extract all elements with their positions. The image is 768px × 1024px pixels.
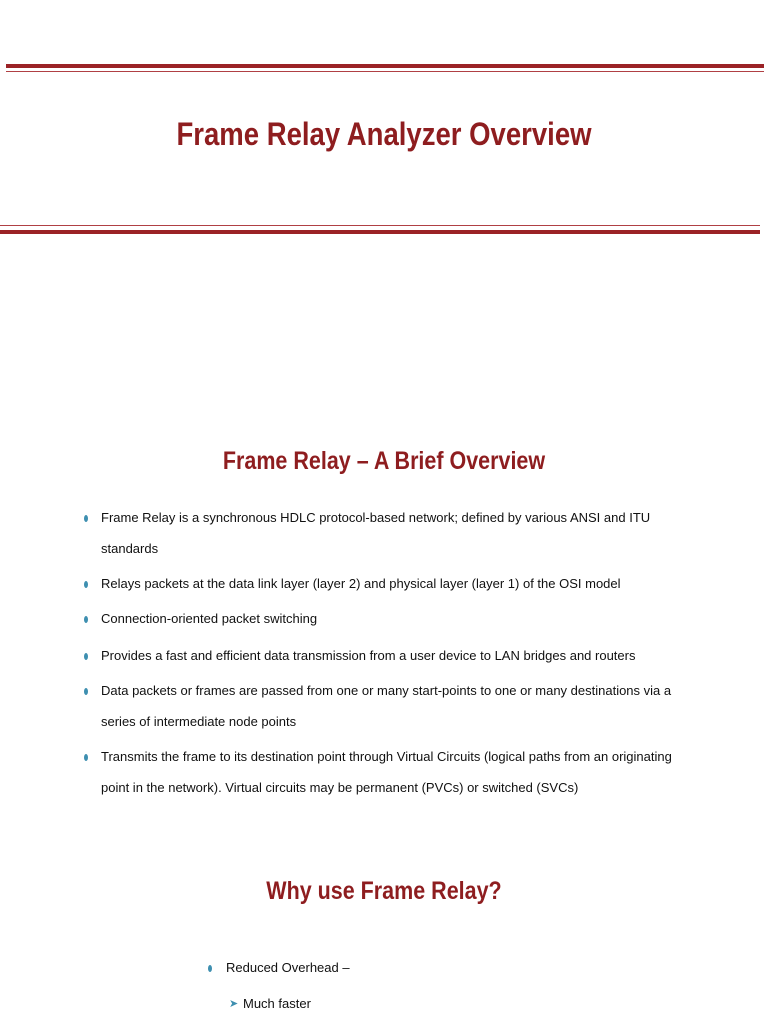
title-rule-thick: [0, 230, 760, 234]
list-item-text: Connection-oriented packet switching: [101, 611, 318, 626]
bullet-dot-icon: [84, 515, 88, 522]
bullet-dot-icon: [208, 965, 212, 972]
top-rule-thin: [6, 71, 764, 72]
section-heading-why: Why use Frame Relay?: [266, 877, 502, 905]
bullet-dot-icon: [84, 653, 88, 660]
title-rule-thin: [0, 225, 760, 226]
list-item-text: Frame Relay is a synchronous HDLC protocol-based network; defined by various ANSI and ITU standards: [101, 510, 651, 556]
sub-list-item-text: Much faster: [243, 996, 311, 1011]
top-rule-thick: [6, 64, 764, 68]
list-item-text: Reduced Overhead –: [226, 960, 350, 975]
list-item-text: Data packets or frames are passed from one or many start-points to one or many destinations via a series of intermediate node points: [101, 683, 672, 729]
arrow-right-icon: ➤: [229, 998, 239, 1010]
page-title: Frame Relay Analyzer Overview: [176, 116, 592, 152]
list-item-text: Transmits the frame to its destination point through Virtual Circuits (logical paths from an originating point in the network). Virtual circuits may be permanent (PVCs) or switched (SVCs): [101, 749, 672, 795]
list-item-text: Relays packets at the data link layer (layer 2) and physical layer (layer 1) of the OSI model: [101, 576, 621, 591]
list-item-text: Provides a fast and efficient data transmission from a user device to LAN bridges and routers: [101, 648, 636, 663]
bullet-dot-icon: [84, 688, 88, 695]
bullet-dot-icon: [84, 754, 88, 761]
bullet-dot-icon: [84, 616, 88, 623]
section-heading-overview: Frame Relay – A Brief Overview: [222, 447, 546, 475]
bullet-dot-icon: [84, 581, 88, 588]
